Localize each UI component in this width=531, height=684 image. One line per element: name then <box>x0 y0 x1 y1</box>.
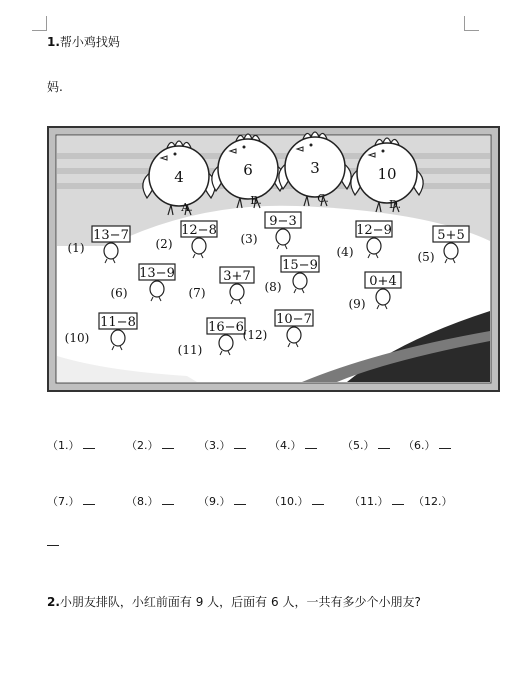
chick-index: (5) <box>417 250 435 264</box>
chick-body <box>367 238 381 254</box>
answer-label-3: （3.） <box>198 439 231 452</box>
chick-index: (11) <box>177 343 203 357</box>
chick-body <box>293 273 307 289</box>
answer-slot-11[interactable] <box>349 493 404 509</box>
chick-index: (7) <box>188 286 206 300</box>
chick-expression: 3+7 <box>223 269 251 284</box>
answer-slot-9[interactable] <box>198 493 246 509</box>
chick-index: (12) <box>242 328 268 342</box>
hen-eye <box>243 146 246 149</box>
hen-letter: B. <box>250 194 262 207</box>
answer-blank-9[interactable] <box>234 494 246 505</box>
answer-label-1: （1.） <box>47 439 80 452</box>
answer-blank-8[interactable] <box>162 494 174 505</box>
hen-eye <box>310 144 313 147</box>
answer-label-9: （9.） <box>198 495 231 508</box>
answer-slot-2[interactable] <box>126 437 174 453</box>
answer-label-10: （10.） <box>269 495 309 508</box>
chick-expression: 15−9 <box>282 258 318 273</box>
answer-blank-7[interactable] <box>83 494 95 505</box>
chick-index: (3) <box>240 232 258 246</box>
answer-blank-5[interactable] <box>378 438 390 449</box>
answer-slot-3[interactable] <box>198 437 246 453</box>
answer-blank-6[interactable] <box>439 438 451 449</box>
question-2-text: 小朋友排队，小红前面有 9 人，后面有 6 人，一共有多少个小朋友? <box>59 595 421 609</box>
question-1-title <box>47 33 120 50</box>
chick-index: (6) <box>110 286 128 300</box>
answer-slot-7[interactable] <box>47 493 95 509</box>
chick-index: (8) <box>264 280 282 294</box>
answer-slot-8[interactable] <box>126 493 174 509</box>
chick-expression: 10−7 <box>276 312 312 327</box>
chick-expression: 13−9 <box>139 266 175 281</box>
chick-body <box>287 327 301 343</box>
chick-body <box>111 330 125 346</box>
chick-body <box>444 243 458 259</box>
answer-slot-1[interactable] <box>47 437 95 453</box>
answer-label-11: （11.） <box>349 495 389 508</box>
chick-body <box>192 238 206 254</box>
answer-blank-10[interactable] <box>312 494 324 505</box>
answer-blank-4[interactable] <box>305 438 317 449</box>
stray-text: 妈. <box>47 80 63 94</box>
hen-letter: A. <box>181 201 193 214</box>
chick-expression: 0+4 <box>369 274 397 289</box>
answer-slot-5[interactable] <box>342 437 390 453</box>
chick-body <box>150 281 164 297</box>
chick-body <box>104 243 118 259</box>
answer-slot-6[interactable] <box>403 437 451 453</box>
crop-mark-top-right <box>464 16 479 31</box>
picture-illustration <box>47 126 500 392</box>
hen-eye <box>174 153 177 156</box>
chick-expression: 12−8 <box>181 223 217 238</box>
answer-blank-12[interactable] <box>47 535 59 546</box>
chick-body <box>230 284 244 300</box>
chick-index: (4) <box>336 245 354 259</box>
answer-label-2: （2.） <box>126 439 159 452</box>
hen-number: 4 <box>174 168 184 186</box>
chick-expression: 12−9 <box>356 223 392 238</box>
hen-number: 6 <box>243 161 253 179</box>
answer-slot-10[interactable] <box>269 493 324 509</box>
hen-number: 10 <box>377 165 397 183</box>
chick-body <box>219 335 233 351</box>
answer-blank-11[interactable] <box>392 494 404 505</box>
answer-label-5: （5.） <box>342 439 375 452</box>
answer-blank-1[interactable] <box>83 438 95 449</box>
hens-and-chicks-picture <box>47 126 500 392</box>
hen-eye <box>382 150 385 153</box>
chick-index: (1) <box>67 241 85 255</box>
chick-index: (10) <box>64 331 90 345</box>
answer-slot-12[interactable] <box>413 493 453 509</box>
crop-mark-top-left <box>32 16 47 31</box>
answer-label-4: （4.） <box>269 439 302 452</box>
chick-body <box>376 289 390 305</box>
answer-label-6: （6.） <box>403 439 436 452</box>
answer-slot-4[interactable] <box>269 437 317 453</box>
answer-blank-2[interactable] <box>162 438 174 449</box>
answer-label-12: （12.） <box>413 495 453 508</box>
hen-letter: D. <box>389 198 401 211</box>
chick-expression: 16−6 <box>208 320 244 335</box>
answer-label-8: （8.） <box>126 495 159 508</box>
question-1-number: 1. <box>47 35 60 49</box>
chick-index: (2) <box>155 237 173 251</box>
chick-index: (9) <box>348 297 366 311</box>
question-2 <box>47 593 421 610</box>
chick-expression: 11−8 <box>100 315 136 330</box>
chick-expression: 9−3 <box>269 214 297 229</box>
hen-number: 3 <box>310 159 320 177</box>
question-2-number: 2. <box>47 595 60 609</box>
chick-expression: 5+5 <box>437 228 465 243</box>
answer-label-7: （7.） <box>47 495 80 508</box>
answer-blank-3[interactable] <box>234 438 246 449</box>
question-1-text: 帮小鸡找妈 <box>59 35 120 49</box>
hen-letter: C. <box>317 192 329 205</box>
chick-body <box>276 229 290 245</box>
chick-expression: 13−7 <box>93 228 129 243</box>
